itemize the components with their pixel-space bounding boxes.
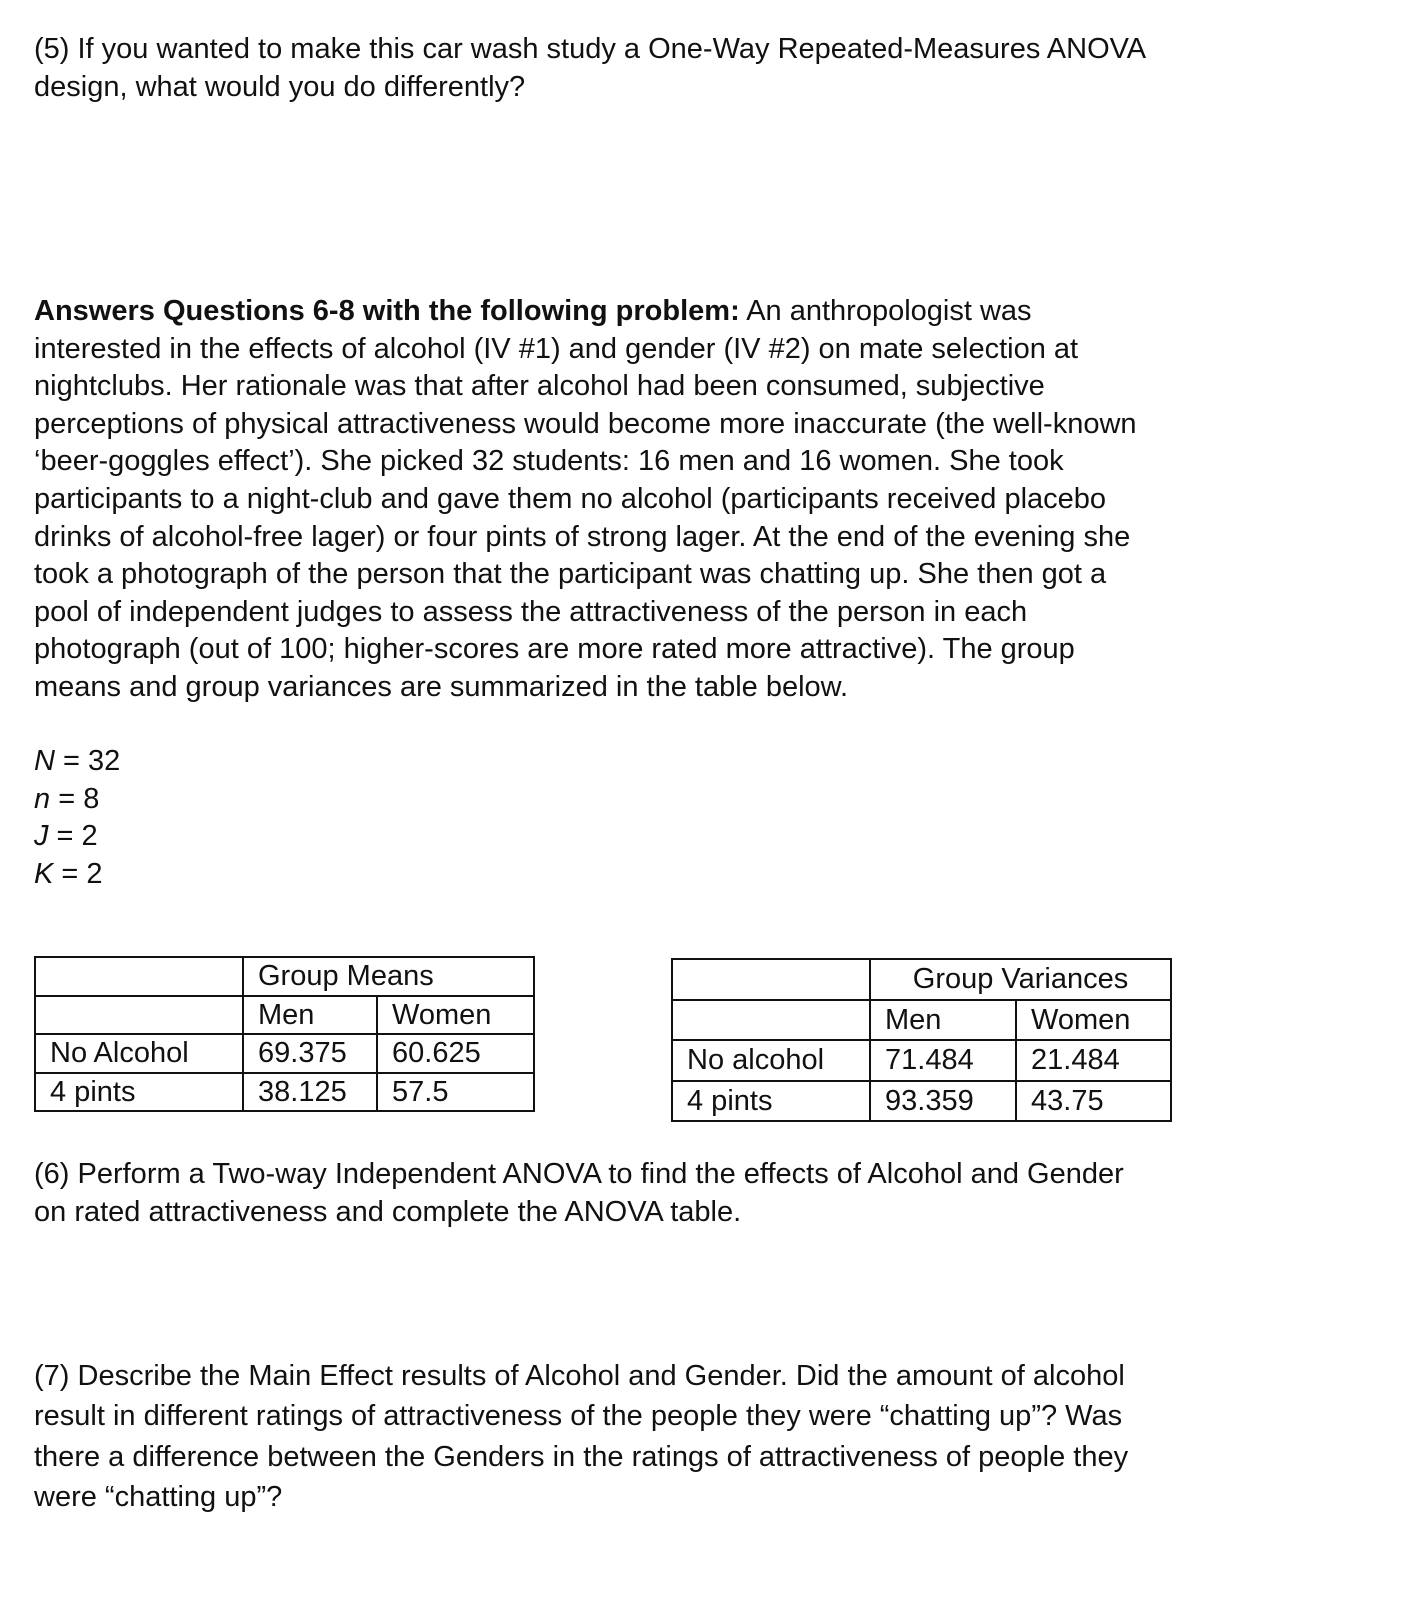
- param-symbol: N: [34, 745, 55, 777]
- row-label: 4 pints: [35, 1073, 243, 1112]
- col-header: Women: [1016, 1000, 1171, 1041]
- q5-line: design, what would you do differently?: [34, 70, 526, 103]
- question-6: [34, 1156, 1124, 1231]
- table-row: [672, 1040, 1171, 1081]
- cell: 43.75: [1016, 1081, 1171, 1122]
- row-label: 4 pints: [672, 1081, 870, 1122]
- problem-line: drinks of alcohol-free lager) or four pints of strong lager. At the end of the evening she: [34, 520, 1131, 553]
- cell: 69.375: [243, 1034, 377, 1073]
- param-symbol: K: [34, 857, 54, 890]
- problem-line: ‘beer-goggles effect’). She picked 32 students: 16 men and 16 women. She took: [34, 445, 1064, 478]
- table-row: [35, 1073, 534, 1112]
- cell: 57.5: [377, 1073, 534, 1112]
- cell: 93.359: [870, 1081, 1016, 1122]
- col-header: Men: [243, 996, 377, 1035]
- problem-lead: Answers Questions 6-8 with the following problem:: [34, 295, 740, 327]
- group-means-table: [34, 956, 535, 1112]
- q7-line: were “chatting up”?: [34, 1480, 283, 1513]
- col-header: Men: [870, 1000, 1016, 1041]
- table-title: Group Variances: [870, 959, 1171, 1000]
- problem-line: perceptions of physical attractiveness would become more inaccurate (the well-known: [34, 407, 1137, 440]
- problem-line: interested in the effects of alcohol (IV #1) and gender (IV #2) on mate selection at: [34, 332, 1079, 365]
- problem-line: participants to a night-club and gave them no alcohol (participants received placebo: [34, 482, 1107, 515]
- group-variances-table: [671, 958, 1172, 1122]
- question-7: [34, 1356, 1128, 1517]
- param-symbol: J: [34, 820, 49, 853]
- q5-line: (5) If you wanted to make this car wash study a One-Way Repeated-Measures ANOVA: [34, 33, 1147, 65]
- cell: 60.625: [377, 1034, 534, 1073]
- param-value: = 8: [50, 782, 100, 815]
- problem-line: photograph (out of 100; higher-scores are more rated more attractive). The group: [34, 633, 1075, 666]
- cell: 21.484: [1016, 1040, 1171, 1081]
- param-value: = 2: [53, 857, 103, 890]
- problem-line: pool of independent judges to assess the attractiveness of the person in each: [34, 595, 1028, 628]
- row-label: No alcohol: [672, 1040, 870, 1081]
- q7-line: result in different ratings of attractiveness of the people they were “chatting up”? Was: [34, 1400, 1123, 1433]
- param-symbol: n: [34, 782, 51, 815]
- problem-line: nightclubs. Her rationale was that after alcohol had been consumed, subjective: [34, 370, 1045, 403]
- problem-line: took a photograph of the person that the participant was chatting up. She then got a: [34, 558, 1107, 591]
- q6-line: (6) Perform a Two-way Independent ANOVA to find the effects of Alcohol and Gender: [34, 1158, 1124, 1190]
- problem-paragraph: [34, 293, 1137, 707]
- cell: 38.125: [243, 1073, 377, 1112]
- q7-line: (7) Describe the Main Effect results of Alcohol and Gender. Did the amount of alcohol: [34, 1360, 1125, 1392]
- table-title: Group Means: [243, 957, 534, 996]
- table-row: [672, 1081, 1171, 1122]
- problem-line: means and group variances are summarized in the table below.: [34, 670, 849, 703]
- parameters: [34, 743, 120, 893]
- q6-line: on rated attractiveness and complete the ANOVA table.: [34, 1195, 742, 1228]
- param-value: = 2: [48, 820, 98, 853]
- problem-text: An anthropologist was: [739, 295, 1032, 327]
- param-value: = 32: [54, 745, 121, 777]
- row-label: No Alcohol: [35, 1034, 243, 1073]
- col-header: Women: [377, 996, 534, 1035]
- table-row: [35, 1034, 534, 1073]
- question-5: [34, 31, 1146, 106]
- q7-line: there a difference between the Genders in the ratings of attractiveness of people they: [34, 1440, 1129, 1473]
- cell: 71.484: [870, 1040, 1016, 1081]
